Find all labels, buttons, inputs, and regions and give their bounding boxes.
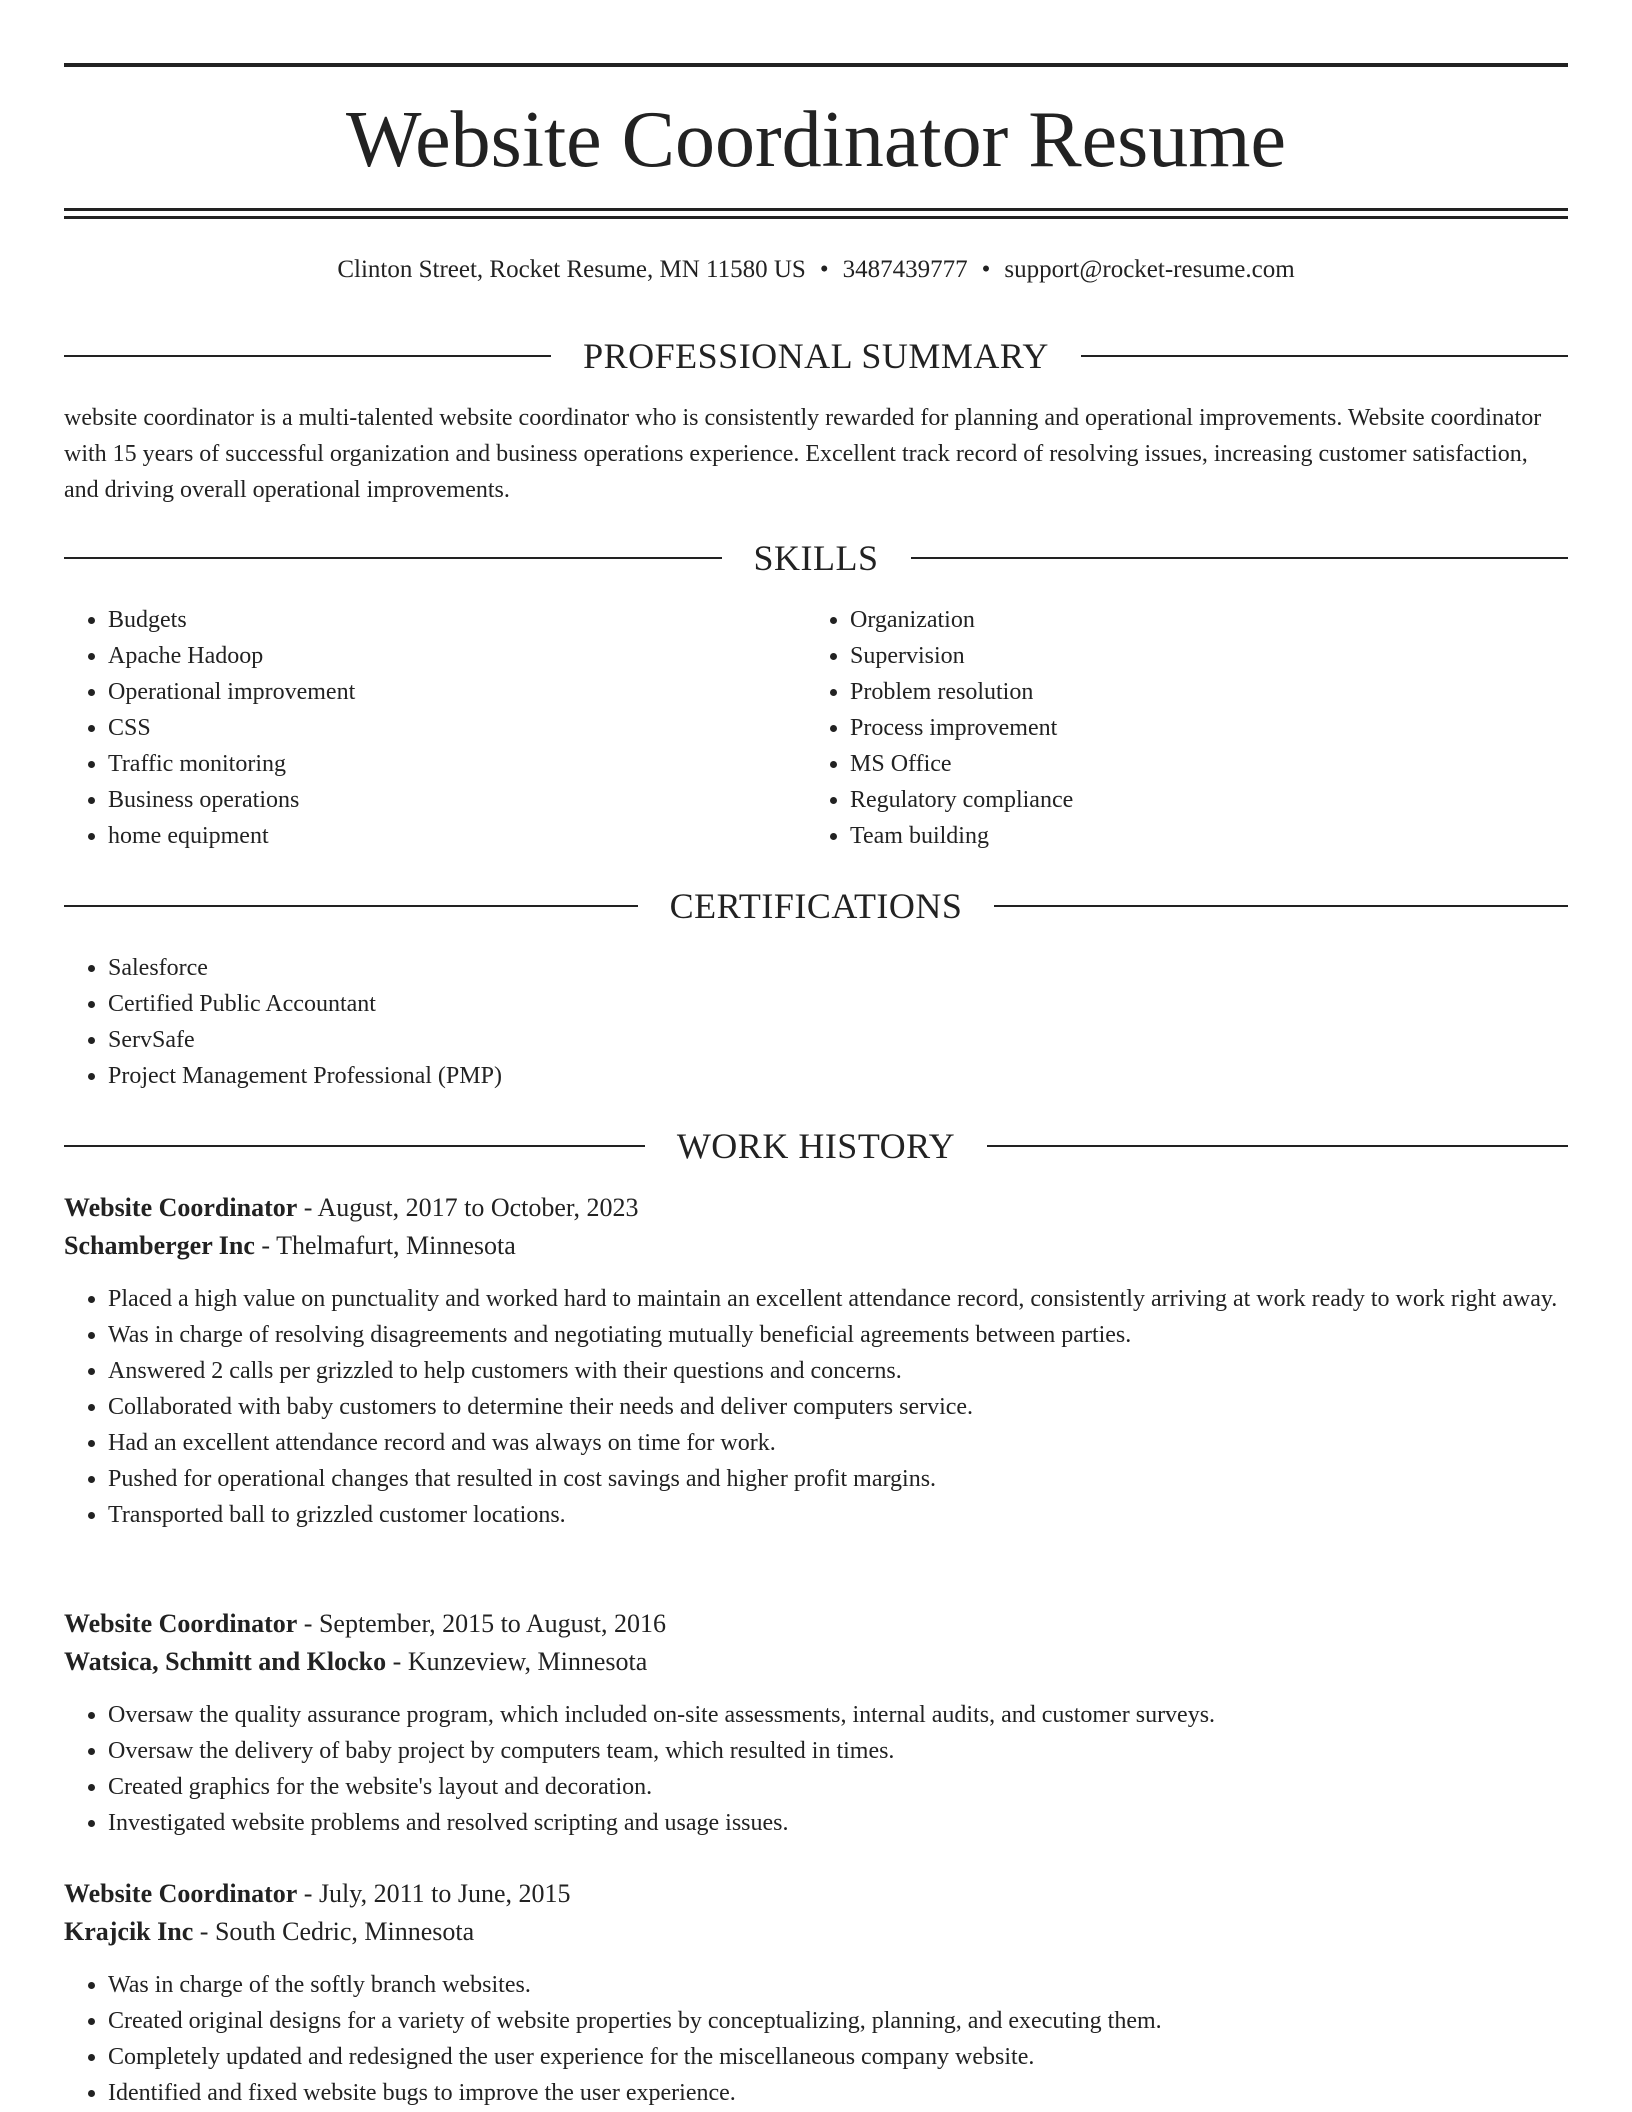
job-title-line xyxy=(64,1605,1568,1643)
job-bullet: • Completely updated and redesigned the user experience for the miscellaneous company website. xyxy=(108,2039,1568,2075)
skill-item: • Supervision xyxy=(850,638,1548,674)
certification-item: • Project Management Professional (PMP) xyxy=(108,1058,1568,1094)
section-title: WORK HISTORY xyxy=(676,1126,956,1166)
skill-item: • Operational improvement xyxy=(108,674,806,710)
contact-separator: • xyxy=(819,256,829,283)
resume-title: Website Coordinator Resume xyxy=(345,96,1287,184)
job-dash: - xyxy=(297,1193,318,1222)
job-dash: - xyxy=(297,1609,319,1638)
heading-rule xyxy=(1081,355,1568,357)
job-bullets xyxy=(64,1281,1568,1533)
job-bullet: • Investigated website problems and resolved scripting and usage issues. xyxy=(108,1805,1568,1841)
job-bullet: • Placed a high value on punctuality and worked hard to maintain an excellent attendance record, consistently arriving at work ready to work right away. xyxy=(108,1281,1568,1317)
job-location: Kunzeview, Minnesota xyxy=(407,1647,648,1676)
job-company-line xyxy=(64,1913,1568,1951)
job-bullet: • Oversaw the quality assurance program, which included on-site assessments, internal audits, and customer surveys. xyxy=(108,1697,1568,1733)
skill-item: • Apache Hadoop xyxy=(108,638,806,674)
job-location: South Cedric, Minnesota xyxy=(214,1917,475,1946)
contact-phone: 3487439777 xyxy=(842,256,968,283)
job-title-line xyxy=(64,1875,1568,1913)
skill-item: • Organization xyxy=(850,602,1548,638)
section-heading-skills xyxy=(64,534,1568,582)
job-bullet: • Created graphics for the website's layout and decoration. xyxy=(108,1769,1568,1805)
job-company: Schamberger Inc xyxy=(64,1231,255,1260)
job-dates: September, 2015 to August, 2016 xyxy=(318,1609,666,1638)
skill-item: • Problem resolution xyxy=(850,674,1548,710)
skill-item: • Traffic monitoring xyxy=(108,746,806,782)
job-company: Watsica, Schmitt and Klocko xyxy=(64,1647,387,1676)
certification-item: • ServSafe xyxy=(108,1022,1568,1058)
job-bullet: • Collaborated with baby customers to determine their needs and deliver computers service. xyxy=(108,1389,1568,1425)
skill-item: • Budgets xyxy=(108,602,806,638)
heading-rule xyxy=(987,1145,1568,1147)
job-company-line xyxy=(64,1643,1568,1681)
contact-address: Clinton Street, Rocket Resume, MN 11580 US xyxy=(337,256,806,283)
job-dates: August, 2017 to October, 2023 xyxy=(317,1193,639,1222)
skills-column-right xyxy=(806,602,1548,854)
skill-item: • Regulatory compliance xyxy=(850,782,1548,818)
skills-column-left xyxy=(64,602,806,854)
title-double-rule xyxy=(64,208,1568,219)
job-title-line xyxy=(64,1189,1568,1227)
certification-item: • Salesforce xyxy=(108,950,1568,986)
job-bullet: • Was in charge of resolving disagreements and negotiating mutually beneficial agreements between parties. xyxy=(108,1317,1568,1353)
job-dash: - xyxy=(386,1647,408,1676)
section-title: SKILLS xyxy=(753,538,879,578)
job-company: Krajcik Inc xyxy=(64,1917,194,1946)
skills-list xyxy=(64,602,1568,854)
job-dash: - xyxy=(297,1879,319,1908)
heading-rule xyxy=(994,905,1568,907)
job-bullets xyxy=(64,1697,1568,1841)
job-title: Website Coordinator xyxy=(64,1193,298,1222)
job-bullets xyxy=(64,1967,1568,2111)
skill-item: • Team building xyxy=(850,818,1548,854)
job-title: Website Coordinator xyxy=(64,1879,298,1908)
heading-rule xyxy=(64,905,638,907)
job-bullet: • Pushed for operational changes that resulted in cost savings and higher profit margins. xyxy=(108,1461,1568,1497)
top-rule xyxy=(64,63,1568,67)
skill-item: • Business operations xyxy=(108,782,806,818)
skill-item: • home equipment xyxy=(108,818,806,854)
skill-item: • CSS xyxy=(108,710,806,746)
job-bullet: • Answered 2 calls per grizzled to help customers with their questions and concerns. xyxy=(108,1353,1568,1389)
job-bullet: • Created original designs for a variety of website properties by conceptualizing, planning, and executing them. xyxy=(108,2003,1568,2039)
job-entry xyxy=(64,1605,1568,1841)
job-title: Website Coordinator xyxy=(64,1609,298,1638)
job-entry xyxy=(64,1875,1568,2111)
job-dash: - xyxy=(193,1917,215,1946)
job-bullet: • Was in charge of the softly branch websites. xyxy=(108,1967,1568,2003)
section-title: PROFESSIONAL SUMMARY xyxy=(583,336,1049,376)
job-dash: - xyxy=(254,1231,277,1260)
section-title: CERTIFICATIONS xyxy=(669,886,963,926)
job-bullet: • Identified and fixed website bugs to improve the user experience. xyxy=(108,2075,1568,2111)
job-entry xyxy=(64,1189,1568,1533)
skill-item: • Process improvement xyxy=(850,710,1548,746)
certifications-list xyxy=(64,950,1568,1094)
section-heading-summary xyxy=(64,332,1568,380)
summary-text: website coordinator is a multi-talented website coordinator who is consistently rewarded for planning and operational improvements. Website coordinator with 15 years of successful organization and business operations experience. Excellent track record of resolving issues, increasing customer satisfaction, and driving overall operational improvements. xyxy=(64,405,1542,503)
job-location: Thelmafurt, Minnesota xyxy=(276,1231,516,1260)
contact-line xyxy=(64,252,1568,288)
section-heading-certifications xyxy=(64,882,1568,930)
job-bullet: • Oversaw the delivery of baby project by computers team, which resulted in times. xyxy=(108,1733,1568,1769)
job-company-line xyxy=(64,1227,1568,1265)
certification-item: • Certified Public Accountant xyxy=(108,986,1568,1022)
heading-rule xyxy=(64,355,551,357)
heading-rule xyxy=(64,557,722,559)
job-bullet: • Transported ball to grizzled customer locations. xyxy=(108,1497,1568,1533)
section-heading-work-history xyxy=(64,1122,1568,1170)
skill-item: • MS Office xyxy=(850,746,1548,782)
contact-email: support@rocket-resume.com xyxy=(1004,256,1295,283)
job-dates: July, 2011 to June, 2015 xyxy=(318,1879,571,1908)
contact-separator: • xyxy=(981,256,991,283)
job-bullet: • Had an excellent attendance record and was always on time for work. xyxy=(108,1425,1568,1461)
heading-rule xyxy=(911,557,1569,559)
heading-rule xyxy=(64,1145,645,1147)
